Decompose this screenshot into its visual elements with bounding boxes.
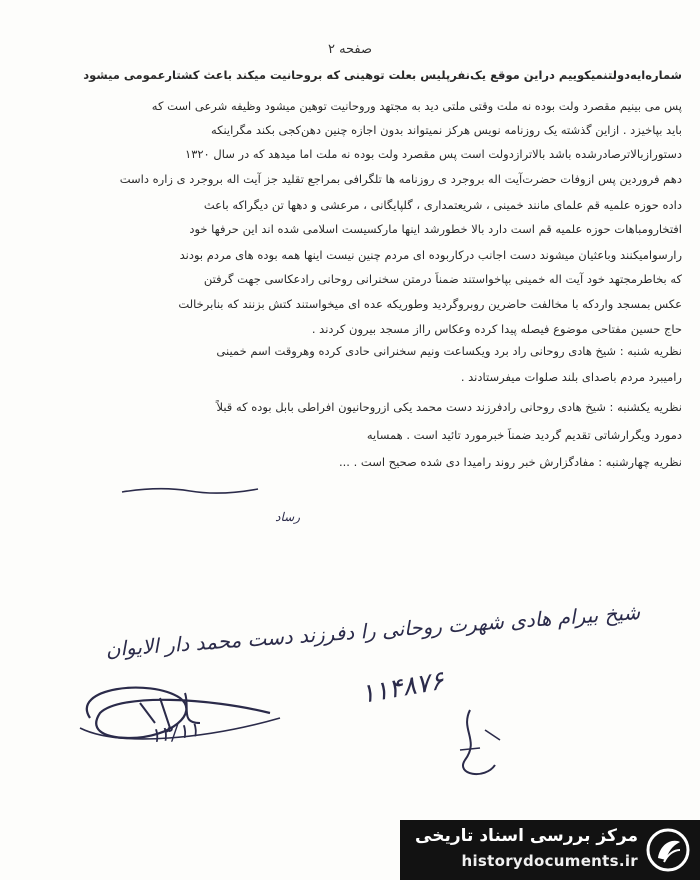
typed-line: پس می بینیم مقصرد ولت بوده نه ملت وقتی ملتی دید به مجتهد وروحانیت توهین میشود وظیفه شرعی است که — [151, 99, 682, 113]
typed-line: که بخاطرمجتهد خود آیت اله خمینی بپاخواستند ضمناً درمتن سخنرانی روحانی رادعکاسی جهت گرفتن — [203, 272, 682, 286]
typed-line: دهم فروردین پس ازوفات حضرت‌آیت اله بروجرد ی روزنامه ها تلگرافی بمراجع تقلید جز آیت اله بروجرد ی زاره داست — [119, 172, 682, 186]
typed-line: باید بپاخیزد . ازاین گذشته یک روزنامه نویس هرکز نمیتواند بدون اجازه چنین دهن‌کجی بکند مگراینکه — [210, 123, 682, 137]
archive-website: historydocuments.ir — [461, 852, 638, 870]
handwritten-note: شیخ بیرام هادی شهرت روحانی را دفرزند دست محمد دار الایوان — [104, 600, 641, 662]
typed-line: عکس بمسجد واردکه با مخالفت حاضرین روبروگردید وطوریکه عده ای میخواستند کتش بزنند که بنابرخالت — [178, 297, 682, 311]
typed-line: دمورد ویگرارشاتی تقدیم گردید ضمناً خبرمورد تائید است . همسایه — [366, 428, 682, 442]
typed-line: دستورازبالاترصادرشده باشد بالاترازدولت است پس مقصرد ولت بوده نه ملت اما میدهد که در سال ۱۳۲۰ — [185, 147, 682, 161]
archive-name: مرکز بررسی اسناد تاریخی — [415, 826, 638, 846]
typed-line: داده حوزه علمیه قم علمای مانند خمینی ، شریعتمداری ، گلپایگانی ، مرعشی و دهها تن دیگراکه باعث — [203, 198, 682, 212]
archive-footer — [400, 820, 700, 880]
typed-line: نظریه چهارشنبه : مفادگزارش خبر روند رامیدا دی شده صحیح است . ... — [338, 455, 682, 469]
typed-line: شماره‌ایه‌دولتنمیکوییم دراین موقع یک‌نفرپلیس بعلت توهینی که بروحانیت میکند باعث کشتارعمومی میشود — [83, 68, 682, 82]
archive-logo-icon — [646, 828, 690, 872]
typed-line: حاج حسین مفتاحی موضوع فیصله پیدا کرده وعکاس رااز مسجد بیرون کردند . — [311, 322, 682, 336]
typed-line: نظریه یکشنبه : شیخ هادی روحانی رادفرزند دست محمد یکی ازروحانیون افراطی بابل بوده که قبلاً — [216, 400, 682, 414]
typed-line: افتخارومباهات حوزه علمیه قم است دارد بالا خطورشد اینها مارکسیست اسلامی شده اند این حرفها خود — [189, 222, 682, 236]
typed-line: رارسوامیکنند وباعثیان میشوند دست اجانب درکاربوده ای مردم چنین نیست اینها همه بوده های مردم بودند — [179, 248, 682, 262]
handwritten-date: ۱۳/۱۱ — [148, 716, 201, 748]
hand-mark: رساد — [275, 510, 300, 524]
signature-right — [440, 700, 520, 790]
handwritten-number: ۱۱۴۸۷۶ — [358, 665, 447, 710]
page-number: صفحه ۲ — [327, 42, 373, 57]
typed-line: نظریه شنبه : شیخ هادی روحانی راد برد ویکساعت ونیم سخنرانی حادی کرده وهروقت اسم خمینی — [216, 344, 682, 358]
hand-underline — [120, 482, 260, 496]
typed-line: رامیبرد مردم باصدای بلند صلوات میفرستادند . — [460, 370, 682, 384]
